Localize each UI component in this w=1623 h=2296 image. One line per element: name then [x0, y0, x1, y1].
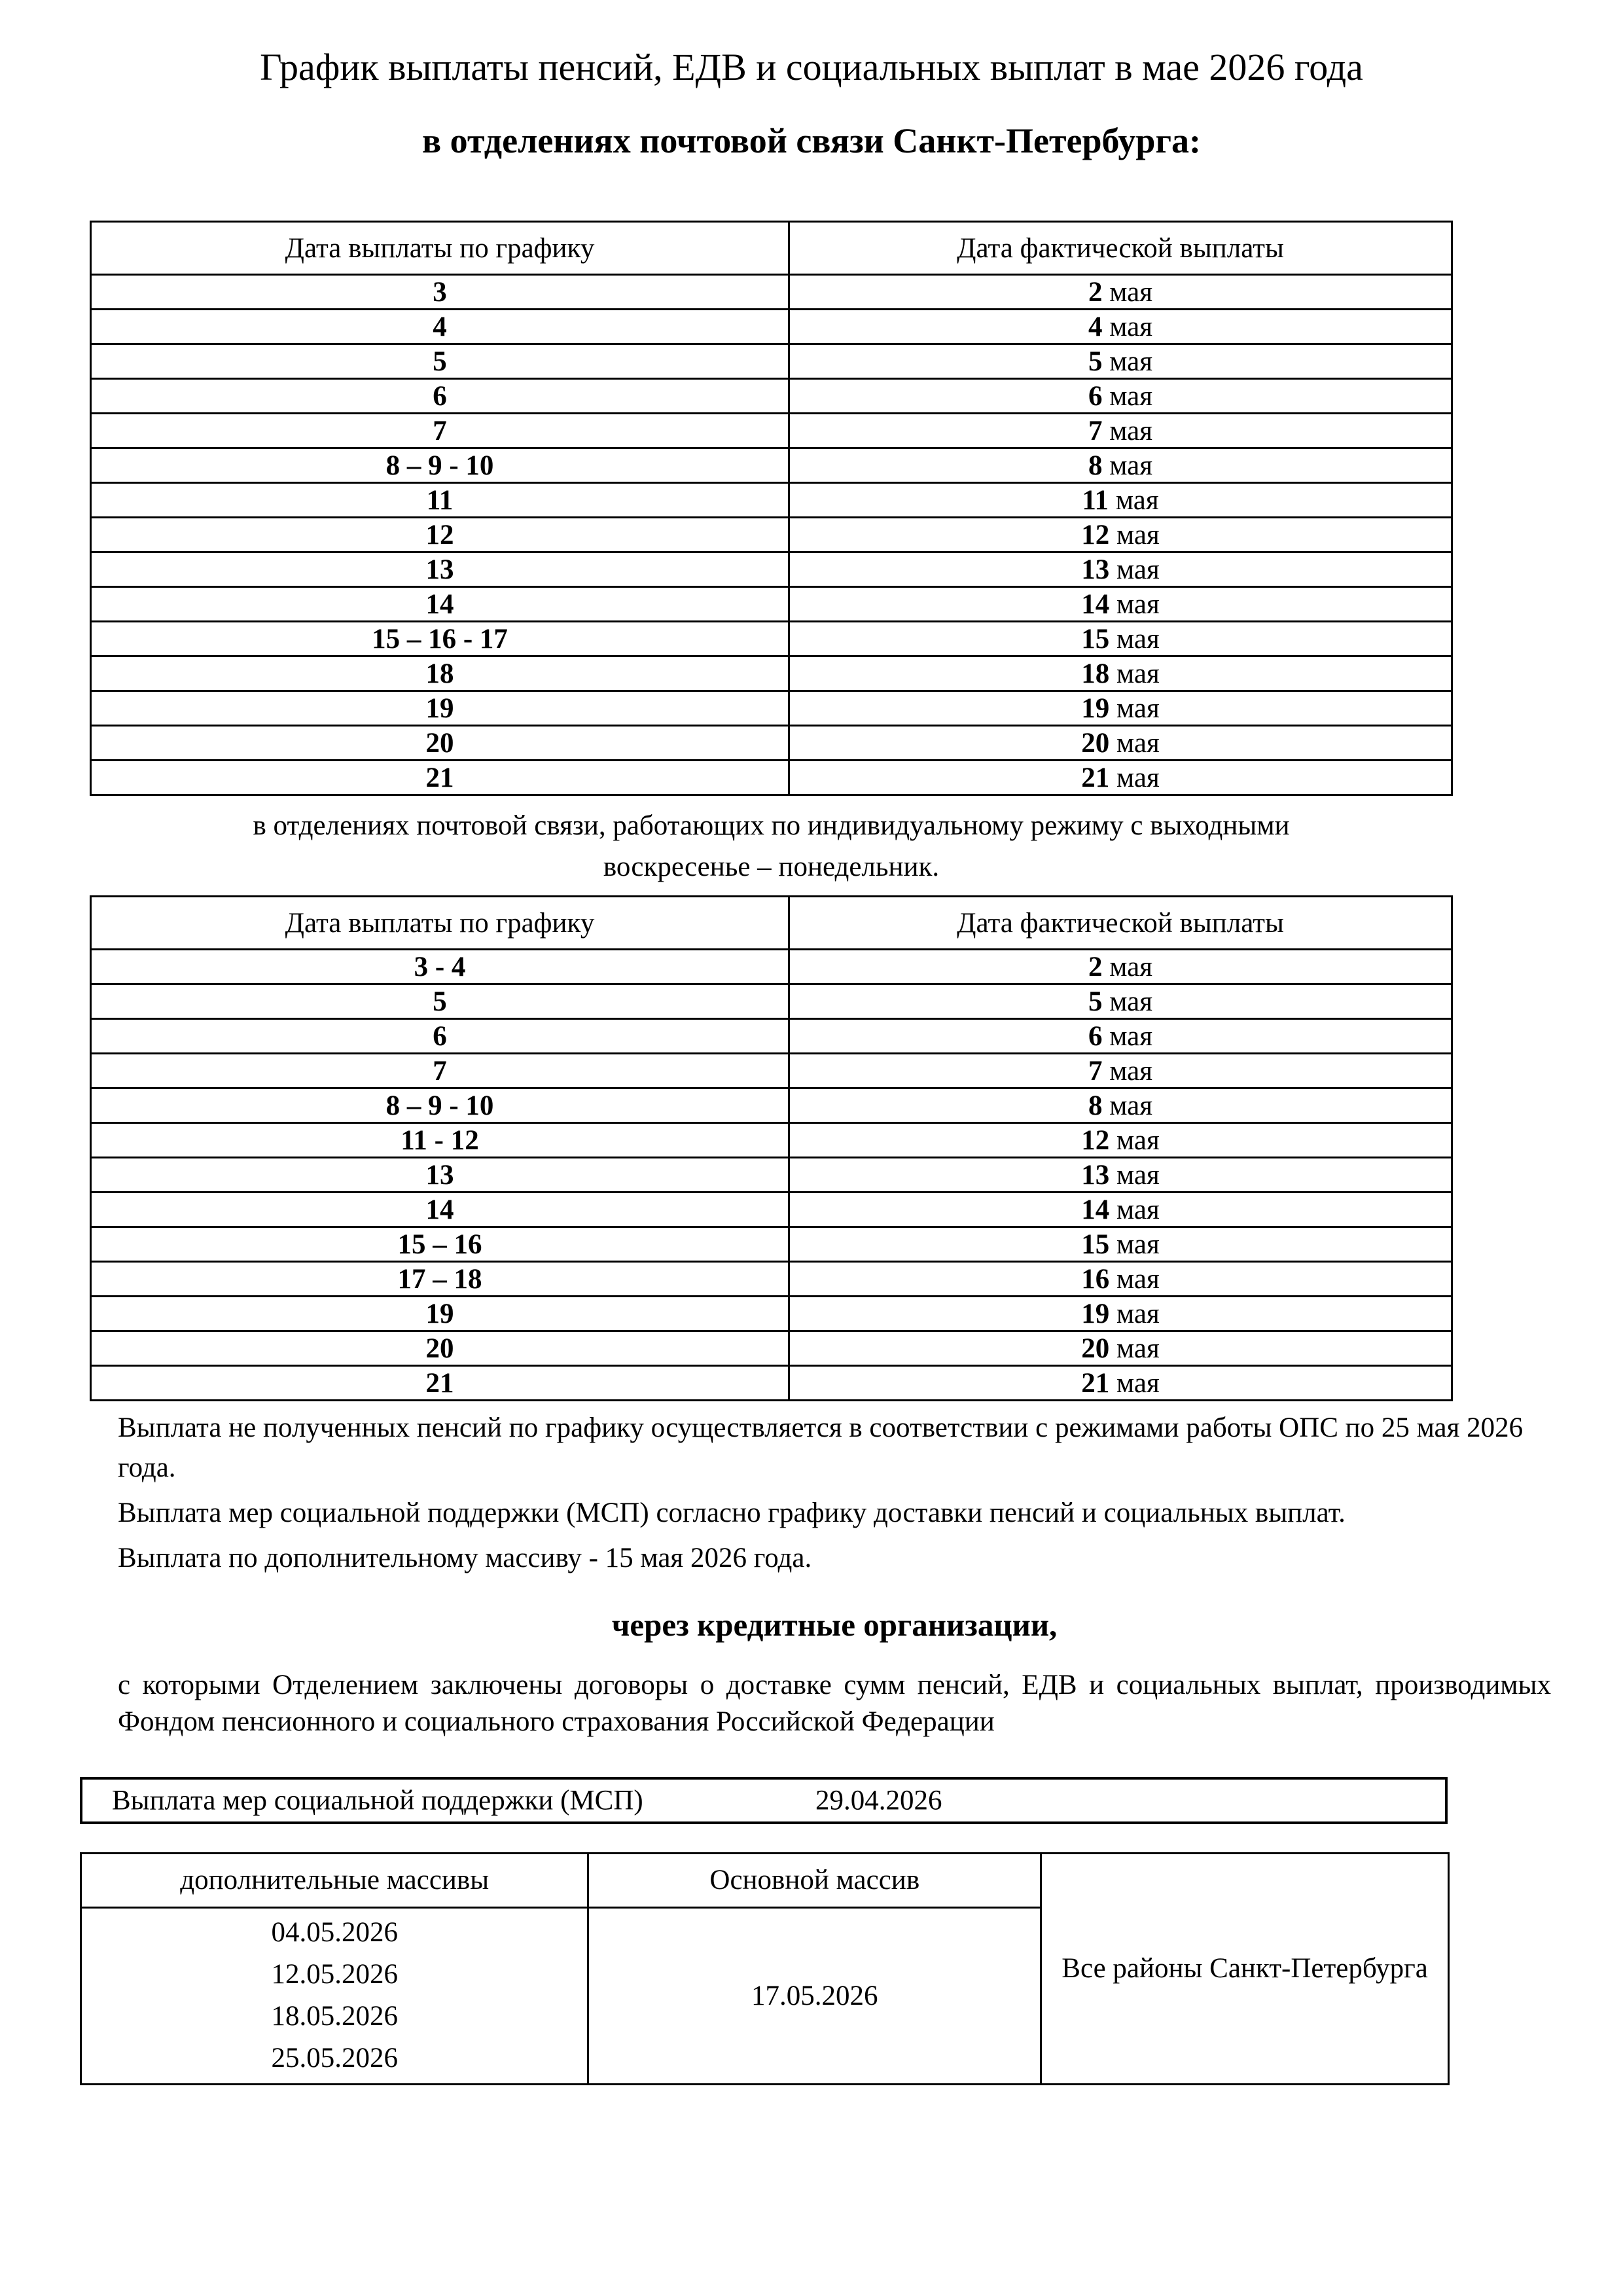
- schedule-row: [91, 1227, 1452, 1262]
- actual-day: 5: [1088, 346, 1103, 377]
- actual-day: 4: [1088, 311, 1103, 342]
- schedule-date-cell: 5: [91, 344, 789, 379]
- schedule-row: [91, 1088, 1452, 1123]
- msp-label: Выплата мер социальной поддержки (МСП): [112, 1785, 643, 1816]
- msp-date: 29.04.2026: [815, 1785, 942, 1816]
- region-cell: Все районы Санкт-Петербурга: [1041, 1853, 1449, 2084]
- schedule-row: [91, 726, 1452, 761]
- schedule-date-cell: 19: [91, 691, 789, 726]
- schedule-date-cell: 13: [91, 552, 789, 587]
- actual-date-cell: [789, 1019, 1452, 1054]
- actual-day: 16: [1081, 1263, 1110, 1295]
- post-schedule-table-individual: [90, 895, 1453, 1401]
- actual-date-cell: [789, 414, 1452, 448]
- schedule-row: [91, 1366, 1452, 1401]
- actual-month: мая: [1102, 311, 1153, 342]
- actual-day: 13: [1081, 554, 1110, 585]
- schedule-date-cell: 5: [91, 984, 789, 1019]
- actual-date-cell: [789, 656, 1452, 691]
- actual-month: мая: [1109, 762, 1160, 793]
- schedule-row: [91, 518, 1452, 552]
- actual-day: 14: [1081, 1194, 1110, 1225]
- actual-date-cell: [789, 1054, 1452, 1088]
- main-batch-date-cell: 17.05.2026: [588, 1907, 1041, 2084]
- individual-mode-note: [90, 805, 1453, 888]
- actual-month: мая: [1109, 1159, 1160, 1191]
- actual-month: мая: [1109, 1263, 1160, 1295]
- additional-date: 25.05.2026: [271, 2043, 398, 2074]
- actual-month: мая: [1109, 1367, 1160, 1399]
- column-header-actual-date: Дата фактической выплаты: [789, 222, 1452, 275]
- column-header-additional-batches: дополнительные массивы: [81, 1853, 588, 1907]
- actual-month: мая: [1109, 519, 1160, 550]
- schedule-row: [91, 1193, 1452, 1227]
- schedule-row: [91, 1054, 1452, 1088]
- note-paragraph: Выплата мер социальной поддержки (МСП) согласно графику доставки пенсий и социальных выплат.: [118, 1498, 1346, 1529]
- actual-day: 2: [1088, 276, 1103, 308]
- schedule-date-cell: 19: [91, 1297, 789, 1331]
- actual-day: 6: [1088, 1020, 1103, 1052]
- actual-date-cell: [789, 587, 1452, 622]
- schedule-date-cell: 8 – 9 - 10: [91, 448, 789, 483]
- actual-date-cell: [789, 1158, 1452, 1193]
- actual-date-cell: [789, 622, 1452, 656]
- schedule-row: [91, 552, 1452, 587]
- schedule-date-cell: 11 - 12: [91, 1123, 789, 1158]
- actual-date-cell: [789, 1193, 1452, 1227]
- actual-month: мая: [1109, 692, 1160, 724]
- actual-month: мая: [1102, 415, 1153, 446]
- schedule-row: [91, 379, 1452, 414]
- schedule-row: [91, 414, 1452, 448]
- note-paragraph: Выплата по дополнительному массиву - 15 мая 2026 года.: [118, 1543, 812, 1574]
- actual-day: 2: [1088, 951, 1103, 982]
- actual-date-cell: [789, 448, 1452, 483]
- schedule-row: [91, 1019, 1452, 1054]
- actual-day: 20: [1081, 727, 1110, 759]
- additional-date: 12.05.2026: [271, 1959, 398, 1990]
- schedule-row: [91, 1331, 1452, 1366]
- schedule-date-cell: 4: [91, 310, 789, 344]
- schedule-row: [91, 275, 1452, 310]
- actual-month: мая: [1102, 951, 1153, 982]
- actual-day: 5: [1088, 986, 1103, 1017]
- table-header-row: [91, 222, 1452, 275]
- actual-day: 14: [1081, 588, 1110, 620]
- schedule-row: [91, 1123, 1452, 1158]
- actual-date-cell: [789, 310, 1452, 344]
- schedule-row: [91, 483, 1452, 518]
- additional-date: 18.05.2026: [271, 2001, 398, 2032]
- page-subtitle: в отделениях почтовой связи Санкт-Петербурга:: [422, 120, 1201, 160]
- actual-day: 12: [1081, 1124, 1110, 1156]
- actual-day: 7: [1088, 1055, 1103, 1086]
- schedule-row: [91, 344, 1452, 379]
- actual-month: мая: [1109, 1229, 1160, 1260]
- actual-month: мая: [1109, 554, 1160, 585]
- schedule-row: [91, 448, 1452, 483]
- actual-month: мая: [1109, 588, 1160, 620]
- actual-month: мая: [1109, 484, 1159, 516]
- schedule-row: [91, 622, 1452, 656]
- actual-month: мая: [1102, 1055, 1153, 1086]
- actual-day: 19: [1081, 1298, 1110, 1329]
- schedule-date-cell: 7: [91, 414, 789, 448]
- schedule-row: [91, 1262, 1452, 1297]
- schedule-date-cell: 3 - 4: [91, 950, 789, 984]
- actual-month: мая: [1102, 986, 1153, 1017]
- actual-day: 15: [1081, 1229, 1110, 1260]
- schedule-date-cell: 18: [91, 656, 789, 691]
- actual-month: мая: [1109, 1298, 1160, 1329]
- actual-day: 21: [1081, 1367, 1110, 1399]
- schedule-date-cell: 17 – 18: [91, 1262, 789, 1297]
- actual-date-cell: [789, 761, 1452, 795]
- schedule-date-cell: 20: [91, 726, 789, 761]
- actual-day: 11: [1082, 484, 1109, 516]
- note-line: воскресенье – понедельник.: [603, 852, 940, 883]
- actual-date-cell: [789, 1123, 1452, 1158]
- post-schedule-table-main: [90, 221, 1453, 796]
- actual-date-cell: [789, 1297, 1452, 1331]
- actual-day: 18: [1081, 658, 1110, 689]
- actual-date-cell: [789, 1262, 1452, 1297]
- actual-date-cell: [789, 984, 1452, 1019]
- actual-day: 15: [1081, 623, 1110, 655]
- schedule-date-cell: 3: [91, 275, 789, 310]
- actual-month: мая: [1109, 727, 1160, 759]
- credit-organizations-paragraph: с которыми Отделением заключены договоры о доставке сумм пенсий, ЕДВ и социальных выплат, производимых Фондом пенсионного и социального страхования Российской Федерации: [118, 1669, 1551, 1737]
- actual-month: мая: [1109, 1124, 1160, 1156]
- actual-day: 7: [1088, 415, 1103, 446]
- actual-date-cell: [789, 552, 1452, 587]
- column-header-actual-date: Дата фактической выплаты: [789, 897, 1452, 950]
- column-header-schedule-date: Дата выплаты по графику: [91, 897, 789, 950]
- credit-organizations-heading: через кредитные организации,: [611, 1607, 1058, 1643]
- actual-date-cell: [789, 483, 1452, 518]
- note-paragraph: Выплата не полученных пенсий по графику осуществляется в соответствии с режимами работы ОПС по 25 мая 2026 года.: [118, 1412, 1524, 1484]
- actual-month: мая: [1102, 450, 1153, 481]
- actual-day: 13: [1081, 1159, 1110, 1191]
- schedule-date-cell: 7: [91, 1054, 789, 1088]
- actual-date-cell: [789, 1331, 1452, 1366]
- actual-month: мая: [1102, 276, 1153, 308]
- actual-day: 19: [1081, 692, 1110, 724]
- schedule-row: [91, 587, 1452, 622]
- schedule-row: [91, 1158, 1452, 1193]
- actual-date-cell: [789, 950, 1452, 984]
- schedule-date-cell: 14: [91, 587, 789, 622]
- schedule-row: [91, 984, 1452, 1019]
- schedule-date-cell: 20: [91, 1331, 789, 1366]
- schedule-row: [91, 310, 1452, 344]
- actual-date-cell: [789, 1227, 1452, 1262]
- schedule-row: [91, 691, 1452, 726]
- column-header-schedule-date: Дата выплаты по графику: [91, 222, 789, 275]
- actual-date-cell: [789, 1088, 1452, 1123]
- schedule-date-cell: 8 – 9 - 10: [91, 1088, 789, 1123]
- actual-month: мая: [1102, 346, 1153, 377]
- actual-day: 6: [1088, 380, 1103, 412]
- schedule-date-cell: 15 – 16: [91, 1227, 789, 1262]
- schedule-date-cell: 21: [91, 761, 789, 795]
- actual-month: мая: [1102, 1090, 1153, 1121]
- actual-date-cell: [789, 1366, 1452, 1401]
- actual-date-cell: [789, 691, 1452, 726]
- schedule-date-cell: 11: [91, 483, 789, 518]
- actual-month: мая: [1109, 658, 1160, 689]
- actual-day: 20: [1081, 1333, 1110, 1364]
- schedule-date-cell: 6: [91, 379, 789, 414]
- actual-day: 8: [1088, 450, 1103, 481]
- notes-block: [118, 1408, 1554, 1578]
- schedule-row: [91, 761, 1452, 795]
- actual-month: мая: [1109, 623, 1160, 655]
- actual-month: мая: [1109, 1333, 1160, 1364]
- schedule-date-cell: 14: [91, 1193, 789, 1227]
- schedule-row: [91, 950, 1452, 984]
- msp-payment-box: [80, 1777, 1448, 1824]
- actual-day: 21: [1081, 762, 1110, 793]
- actual-date-cell: [789, 518, 1452, 552]
- actual-month: мая: [1102, 380, 1153, 412]
- actual-date-cell: [789, 726, 1452, 761]
- column-header-main-batch: Основной массив: [588, 1853, 1041, 1907]
- additional-date: 04.05.2026: [271, 1917, 398, 1948]
- schedule-date-cell: 12: [91, 518, 789, 552]
- schedule-date-cell: 21: [91, 1366, 789, 1401]
- table-header-row: [81, 1853, 1449, 1907]
- actual-date-cell: [789, 275, 1452, 310]
- table-header-row: [91, 897, 1452, 950]
- schedule-date-cell: 15 – 16 - 17: [91, 622, 789, 656]
- schedule-row: [91, 1297, 1452, 1331]
- actual-date-cell: [789, 379, 1452, 414]
- additional-dates-cell: [81, 1907, 588, 2084]
- schedule-date-cell: 6: [91, 1019, 789, 1054]
- credit-delivery-table: [80, 1852, 1450, 2085]
- page-title: График выплаты пенсий, ЕДВ и социальных выплат в мае 2026 года: [260, 46, 1363, 88]
- actual-date-cell: [789, 344, 1452, 379]
- schedule-date-cell: 13: [91, 1158, 789, 1193]
- actual-day: 12: [1081, 519, 1110, 550]
- actual-month: мая: [1102, 1020, 1153, 1052]
- actual-day: 8: [1088, 1090, 1103, 1121]
- schedule-row: [91, 656, 1452, 691]
- actual-month: мая: [1109, 1194, 1160, 1225]
- note-line: в отделениях почтовой связи, работающих по индивидуальному режиму с выходными: [253, 810, 1290, 842]
